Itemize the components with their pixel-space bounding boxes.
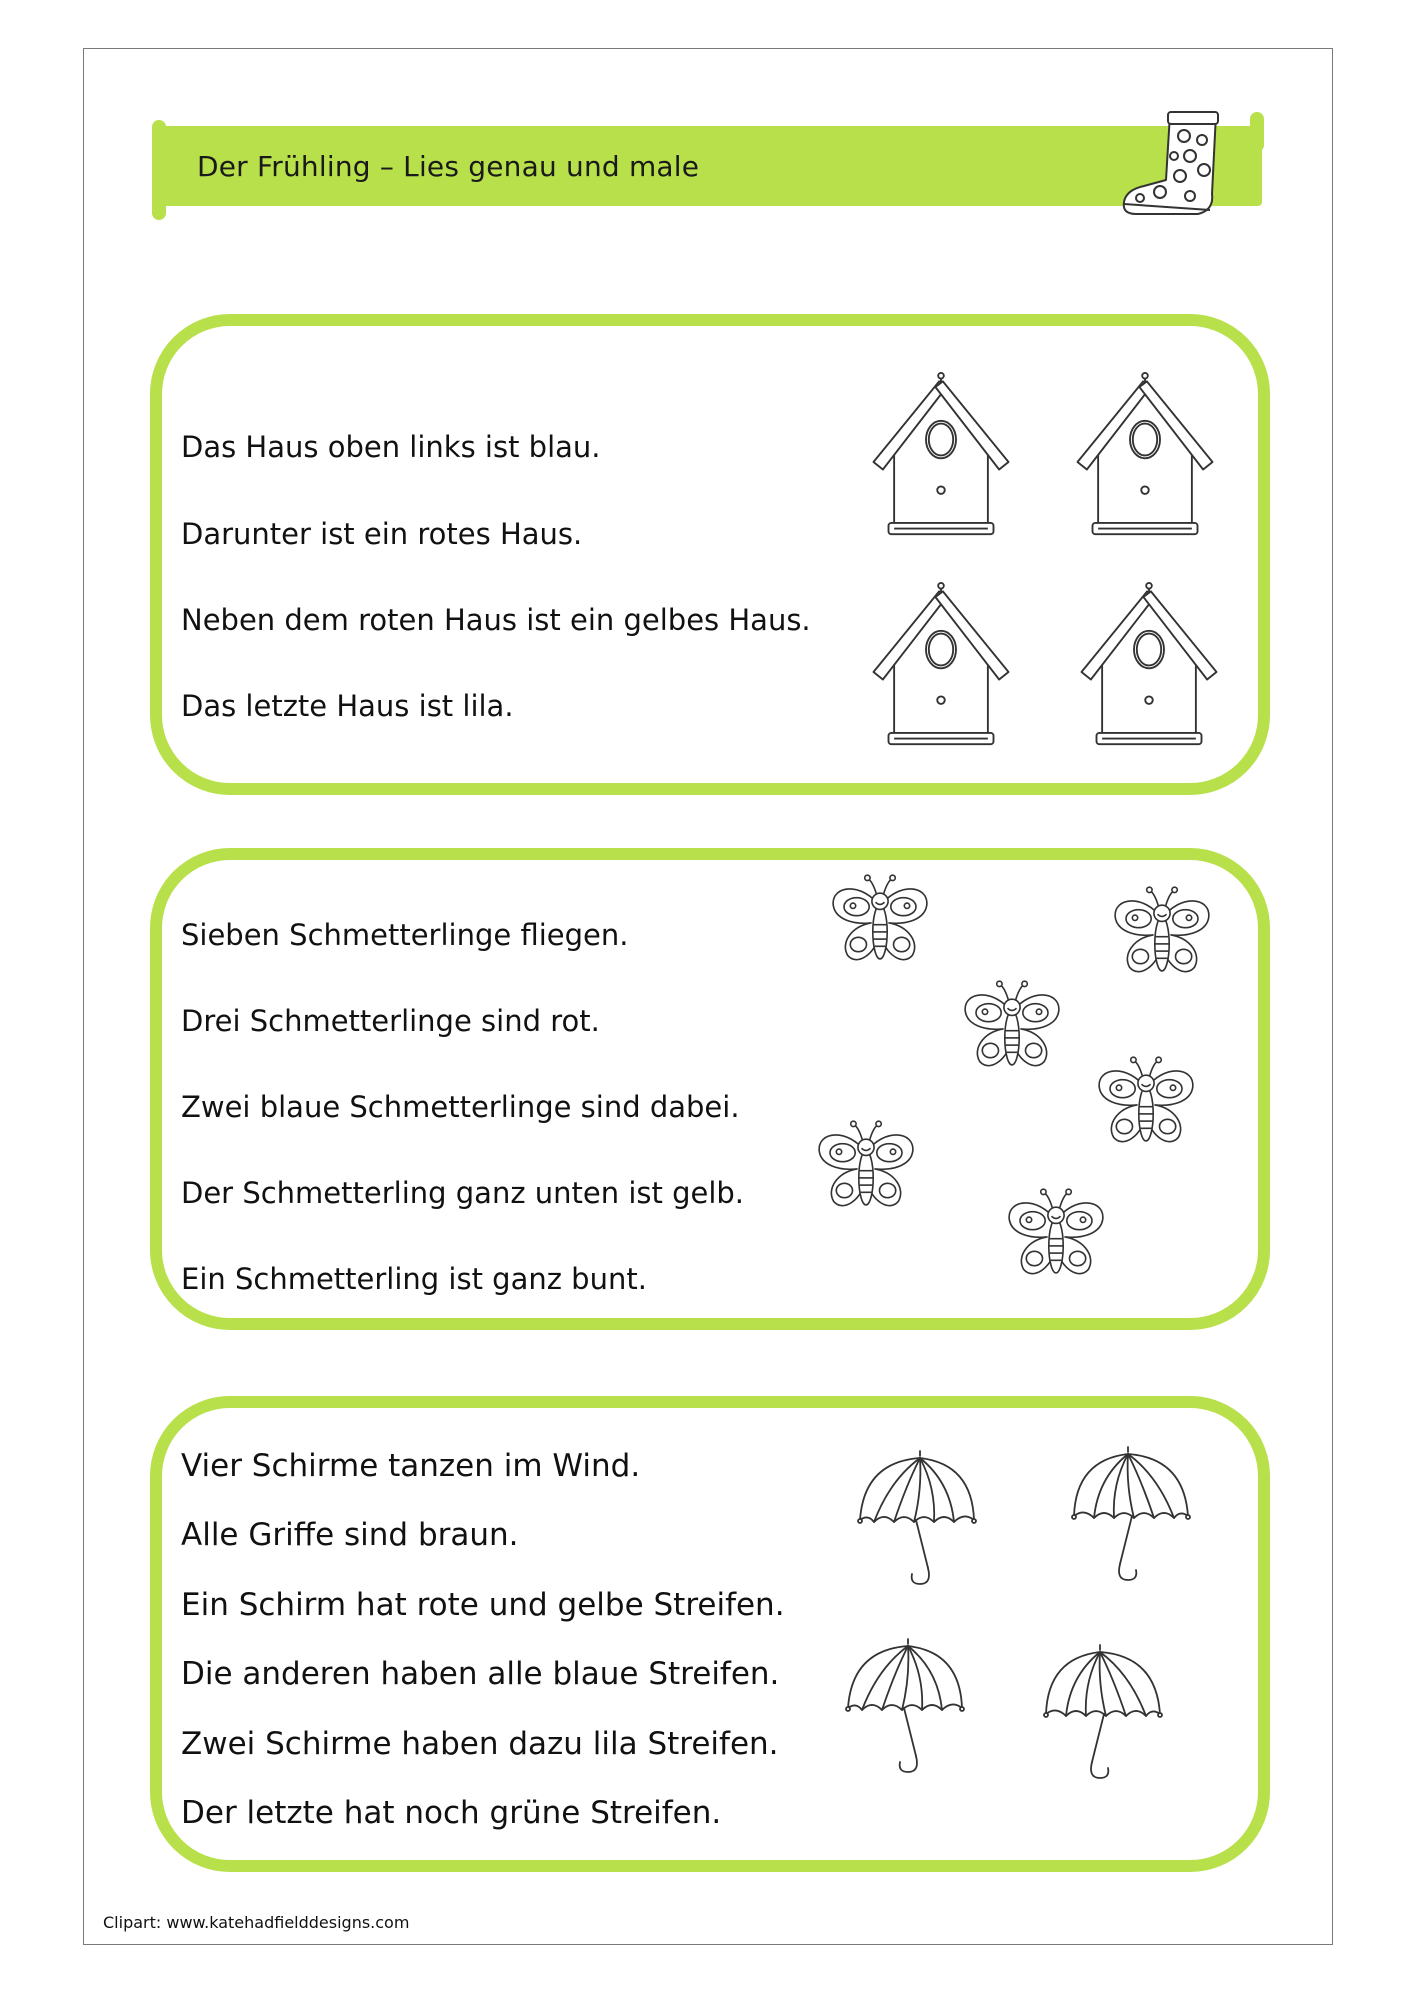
instruction-line: Vier Schirme tanzen im Wind.	[181, 1448, 641, 1484]
umbrella-icon	[1068, 1446, 1198, 1586]
instruction-line: Ein Schirm hat rote und gelbe Streifen.	[181, 1587, 785, 1623]
page-title: Der Frühling – Lies genau und male	[197, 150, 700, 183]
instruction-line: Ein Schmetterling ist ganz bunt.	[181, 1262, 647, 1296]
birdhouse-icon	[866, 368, 1016, 556]
butterfly-icon	[812, 1118, 920, 1218]
instruction-line: Sieben Schmetterlinge fliegen.	[181, 918, 629, 952]
instruction-line: Das Haus oben links ist blau.	[181, 430, 601, 464]
instruction-line: Das letzte Haus ist lila.	[181, 689, 514, 723]
umbrella-icon	[1040, 1644, 1170, 1784]
banner-right-curl	[1250, 112, 1264, 152]
instruction-line: Die anderen haben alle blaue Streifen.	[181, 1656, 780, 1692]
instruction-line: Alle Griffe sind braun.	[181, 1517, 519, 1553]
instruction-line: Drei Schmetterlinge sind rot.	[181, 1004, 600, 1038]
instruction-line: Der letzte hat noch grüne Streifen.	[181, 1795, 722, 1831]
instruction-line: Zwei Schirme haben dazu lila Streifen.	[181, 1726, 779, 1762]
instruction-line: Darunter ist ein rotes Haus.	[181, 517, 583, 551]
rain-boot-icon	[1118, 110, 1228, 222]
instruction-line: Zwei blaue Schmetterlinge sind dabei.	[181, 1090, 740, 1124]
birdhouse-icon	[1070, 368, 1220, 556]
butterfly-icon	[826, 872, 934, 972]
butterfly-icon	[1108, 884, 1216, 984]
instruction-line: Der Schmetterling ganz unten ist gelb.	[181, 1176, 745, 1210]
birdhouse-icon	[1074, 578, 1224, 766]
clipart-credit: Clipart: www.katehadfielddesigns.com	[103, 1913, 410, 1932]
instruction-line: Neben dem roten Haus ist ein gelbes Haus.	[181, 603, 811, 637]
umbrella-icon	[850, 1450, 980, 1590]
butterfly-icon	[1092, 1054, 1200, 1154]
butterfly-icon	[958, 978, 1066, 1078]
birdhouse-icon	[866, 578, 1016, 766]
umbrella-icon	[838, 1638, 968, 1778]
title-banner	[152, 120, 1264, 210]
butterfly-icon	[1002, 1186, 1110, 1286]
